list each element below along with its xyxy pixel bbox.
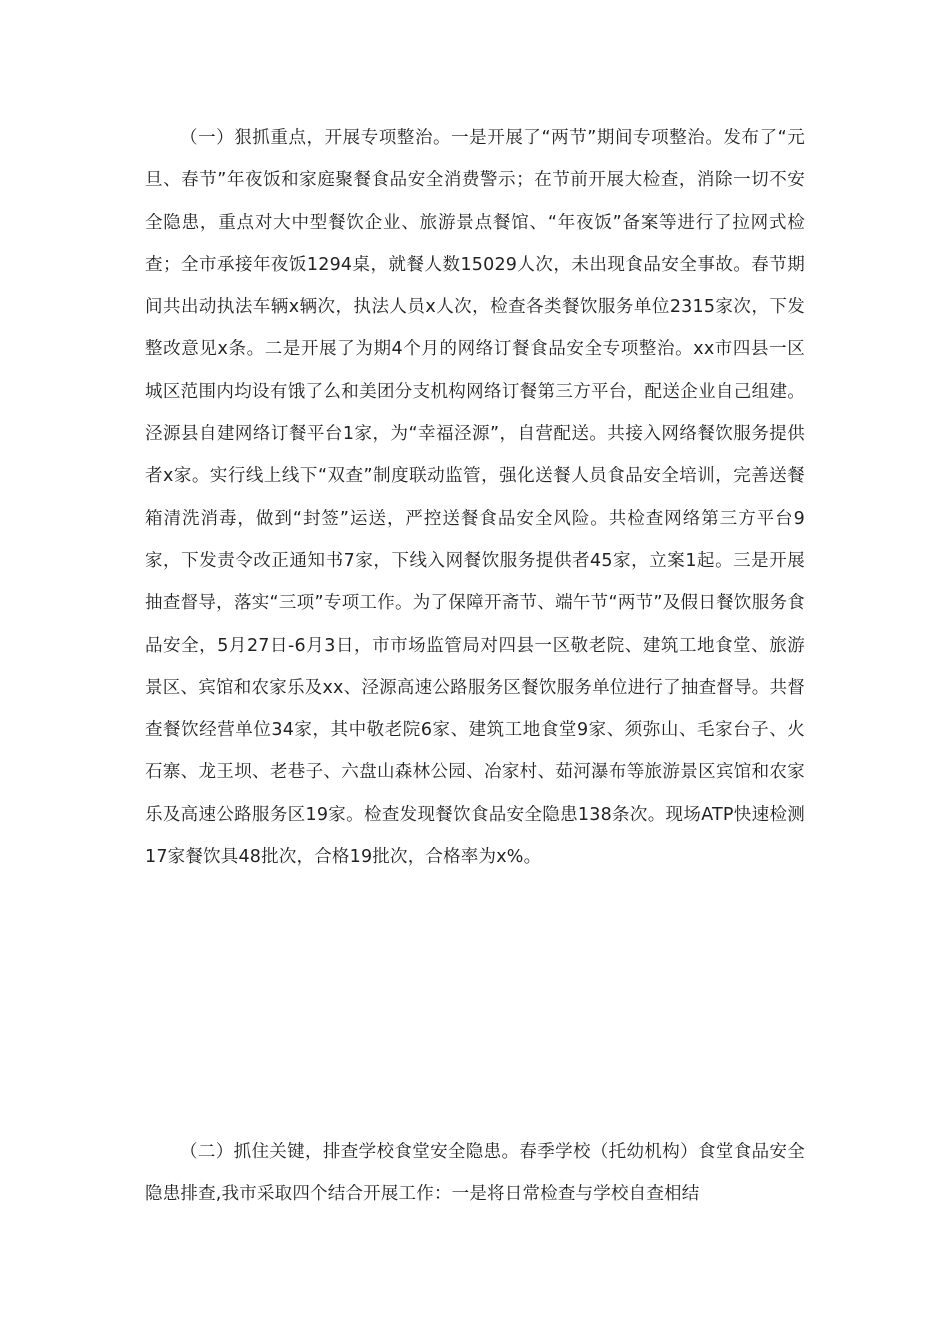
- paragraph-special-rectification: （一）狠抓重点，开展专项整治。一是开展了“两节”期间专项整治。发布了“元旦、春节”年夜饭和家庭聚餐食品安全消费警示；在节前开展大检查，消除一切不安全隐患，重点对大中型餐饮企业、旅游景点餐馆、“年夜饭”备案等进行了拉网式检查；全市承接年夜饭1294桌，就餐人数15029人次，未出现食品安全事故。春节期间共出动执法车辆x辆次，执法人员x人次，检查各类餐饮服务单位2315家次，下发整改意见x条。二是开展了为期4个月的网络订餐食品安全专项整治。xx市四县一区城区范围内均设有饿了么和美团分支机构网络订餐第三方平台，配送企业自己组建。泾源县自建网络订餐平台1家，为“幸福泾源”，自营配送。共接入网络餐饮服务提供者x家。实行线上线下“双查”制度联动监管，强化送餐人员食品安全培训，完善送餐箱清洗消毒，做到“封签”运送，严控送餐食品安全风险。共检查网络第三方平台9家，下发责令改正通知书7家，下线入网餐饮服务提供者45家，立案1起。三是开展抽查督导，落实“三项”专项工作。为了保障开斋节、端午节“两节”及假日餐饮服务食品安全，5月27日-6月3日，市市场监管局对四县一区敬老院、建筑工地食堂、旅游景区、宾馆和农家乐及xx、泾源高速公路服务区餐饮服务单位进行了抽查督导。共督查餐饮经营单位34家，其中敬老院6家、建筑工地食堂9家、须弥山、毛家台子、火石寨、龙王坝、老巷子、六盘山森林公园、冶家村、茹河瀑布等旅游景区宾馆和农家乐及高速公路服务区19家。检查发现餐饮食品安全隐患138条次。现场ATP快速检测17家餐饮具48批次，合格19批次，合格率为x%。: [145, 128, 805, 868]
- paragraph-school-canteen: （二）抓住关键，排查学校食堂安全隐患。春季学校（托幼机构）食堂食品安全隐患排查,我市采取四个结合开展工作：一是将日常检查与学校自查相结: [145, 1142, 805, 1205]
